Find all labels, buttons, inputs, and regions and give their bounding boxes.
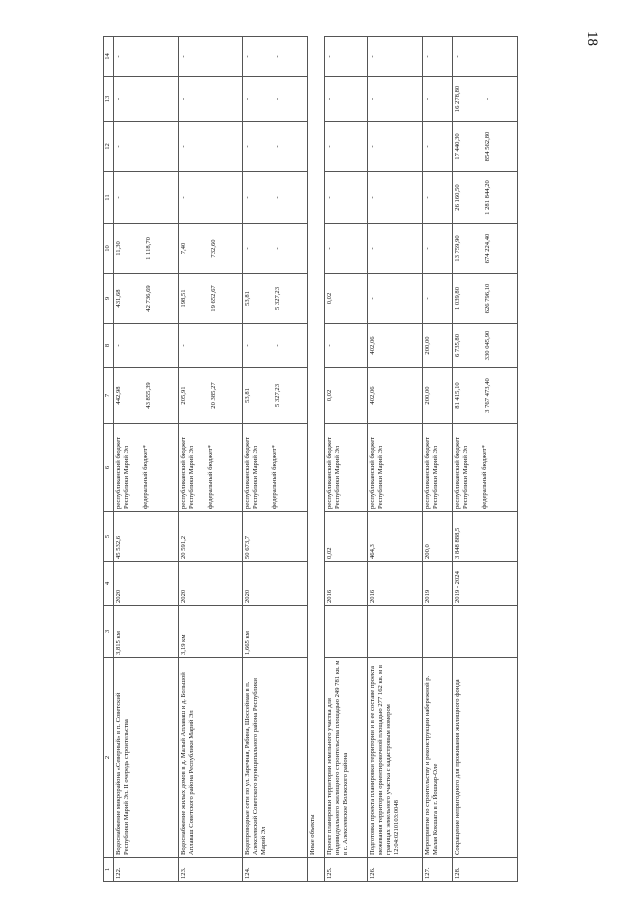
amount-c11 [453,172,518,224]
amount-value: - [274,344,282,347]
amount-value: - [368,247,376,250]
amount-value: - [368,196,376,199]
amount-value: 205,91 [179,386,187,405]
amount-value: - [424,145,432,148]
object-name: Сокращение непригодного для проживания жилищного фонда [453,658,518,858]
row-number: 127. [423,858,453,882]
amount-c14 [325,37,368,77]
amount-value: - [368,55,376,58]
column-number-1: 1 [104,858,114,882]
amount-c8 [423,324,453,368]
funding-source-1: республиканский бюджет Республики Марий Эл [179,436,195,509]
table-row [423,37,453,882]
amount-value: - [244,97,252,101]
amount-value: 6 735,80 [454,333,462,358]
amount-value: - [244,55,252,58]
capacity: 3,19 км [178,606,243,658]
amount-c14 [178,37,243,77]
funding-sources [178,424,243,512]
objects-table [103,36,518,882]
column-number-row [104,37,114,882]
amount-c11 [325,172,368,224]
amount-value: 1 118,70 [145,237,153,260]
amount-value: - [179,196,187,199]
object-name: Водоснабжение жилых домов в д. Малый Аплаваш и д. Большой Аплаваш Советского района Республики Марий Эл [178,658,243,858]
capacity [423,606,453,658]
row-number: 128. [453,858,518,882]
amount-c13 [423,77,453,122]
amount-c14 [114,37,179,77]
column-number-14: 14 [104,37,114,77]
amount-c14 [453,37,518,77]
amount-value: - [368,97,376,101]
amount-c13 [114,77,179,122]
amount-c8 [367,324,422,368]
capacity [367,606,422,658]
amount-value: 200,00 [424,336,432,355]
amount-c8 [178,324,243,368]
funding-source-1: республиканский бюджет Республики Марий Эл [368,436,385,509]
amount-value: 81 415,10 [454,382,462,409]
amount-value: - [326,97,334,101]
amount-c9 [243,274,308,324]
amount-c7 [114,368,179,424]
years: 2016 [367,562,422,606]
amount-c14 [243,37,308,77]
column-number-6: 6 [104,424,114,512]
amount-c13 [178,77,243,122]
row-number: 126. [367,858,422,882]
amount-c12 [114,122,179,172]
amount-value: - [274,247,282,250]
amount-value: 5 327,23 [274,286,282,311]
amount-c8 [243,324,308,368]
funding-source-2: федеральный бюджет* [271,445,279,509]
funding-source-1: республиканский бюджет Республики Марий Эл [326,436,342,509]
empty-cell [307,858,324,882]
column-number-4: 4 [104,562,114,606]
amount-value: 17 440,30 [454,133,462,160]
amount-value: 402,06 [368,336,376,355]
amount-c7 [453,368,518,424]
amount-value: 16 278,80 [454,85,462,113]
amount-c9 [325,274,368,324]
funding-source-1: республиканский бюджет Республики Марий Эл [424,436,440,509]
amount-value: 26 160,50 [454,184,462,211]
years: 2020 [114,562,179,606]
amount-value: - [424,196,432,199]
amount-value: - [274,145,282,148]
column-number-5: 5 [104,512,114,562]
amount-value: - [424,97,432,101]
amount-value: 42 736,69 [145,285,153,312]
amount-value: 43 855,39 [145,382,153,409]
amount-value: - [274,196,282,199]
column-number-12: 12 [104,122,114,172]
amount-value: - [326,247,334,250]
table-row [243,37,308,882]
funding-source-2: федеральный бюджет* [481,445,489,509]
column-number-9: 9 [104,274,114,324]
amount-c13 [243,77,308,122]
amount-value: 19 652,67 [209,285,217,312]
amount-value: 11,30 [115,241,122,256]
amount-value: - [326,55,334,58]
amount-value: - [484,97,492,101]
amount-c11 [367,172,422,224]
amount-c9 [423,274,453,324]
funding-sources [114,424,179,512]
amount-value: - [115,344,122,347]
column-number-7: 7 [104,368,114,424]
funding-source-1: республиканский бюджет Республики Марий Эл [244,436,260,509]
amount-value: - [424,55,432,58]
years: 2020 [178,562,243,606]
estimated-cost: 50 673,7 [243,512,308,562]
years: 2020 [243,562,308,606]
table-row [453,37,518,882]
amount-c12 [453,122,518,172]
capacity [453,606,518,658]
amount-value: 1 281 844,20 [484,180,492,215]
amount-value: - [424,297,432,300]
amount-c10 [367,224,422,274]
amount-value: 626 796,10 [484,283,492,314]
amount-value: - [326,196,334,199]
amount-value: 854 562,80 [484,131,492,162]
amount-c10 [325,224,368,274]
row-number: 124. [243,858,308,882]
amount-value: 198,51 [179,289,187,308]
years: 2019 - 2024 [453,562,518,606]
column-number-8: 8 [104,324,114,368]
amount-value: 200,00 [424,386,432,405]
object-name: Водопроводные сети по ул. Заречная, Рябина, Шоссейная в п. Алексеевский Советского муниципального района Республики Марий Эл [243,658,308,858]
amount-value: - [326,344,334,347]
amount-value: 1 039,80 [454,286,462,311]
funding-source-2: федеральный бюджет* [142,445,150,509]
amount-c10 [453,224,518,274]
row-number: 123. [178,858,243,882]
row-number: 122. [114,858,179,882]
amount-value: - [179,145,187,148]
amount-c11 [178,172,243,224]
estimated-cost: 3 848 888,5 [453,512,518,562]
section-title: Иные объекты [307,37,324,858]
amount-value: - [368,297,376,300]
funding-source-1: республиканский бюджет Республики Марий Эл [115,436,131,509]
rotated-table-container [103,37,518,882]
table-row [114,37,179,882]
amount-value: - [368,145,376,148]
estimated-cost: 45 532,6 [114,512,179,562]
amount-c10 [243,224,308,274]
amount-c13 [453,77,518,122]
amount-c9 [178,274,243,324]
amount-c10 [114,224,179,274]
amount-value: - [179,55,187,58]
amount-value: 7,40 [179,242,187,255]
amount-value: 53,81 [244,388,252,403]
capacity [325,606,368,658]
amount-value: - [274,55,282,58]
table-row [178,37,243,882]
amount-value: - [454,55,462,58]
funding-sources [367,424,422,512]
amount-c7 [243,368,308,424]
amount-value: 5 327,23 [274,383,282,408]
amount-value: - [424,247,432,250]
amount-value: - [244,196,252,199]
amount-value: 13 759,90 [454,235,462,262]
funding-sources [423,424,453,512]
amount-value: 732,60 [209,239,217,258]
amount-value: 330 045,90 [484,330,492,361]
funding-sources [243,424,308,512]
funding-source-1: республиканский бюджет Республики Марий Эл [454,436,470,509]
amount-c8 [453,324,518,368]
estimated-cost: 0,02 [325,512,368,562]
amount-c11 [423,172,453,224]
years: 2019 [423,562,453,606]
amount-value: - [326,145,334,148]
amount-c13 [325,77,368,122]
amount-c14 [423,37,453,77]
amount-value: - [244,247,252,250]
amount-c13 [367,77,422,122]
column-number-10: 10 [104,224,114,274]
amount-c12 [367,122,422,172]
estimated-cost: 20 591,2 [178,512,243,562]
amount-c9 [114,274,179,324]
estimated-cost: 200,0 [423,512,453,562]
table-row [325,37,368,882]
funding-sources [325,424,368,512]
amount-c7 [325,368,368,424]
amount-c12 [178,122,243,172]
amount-value: - [244,145,252,148]
amount-c11 [243,172,308,224]
amount-c8 [114,324,179,368]
amount-c10 [178,224,243,274]
amount-value: 0,02 [326,292,334,305]
amount-c8 [325,324,368,368]
amount-value: - [244,344,252,347]
amount-value: 20 385,27 [209,382,217,409]
column-number-11: 11 [104,172,114,224]
amount-value: 674 224,40 [484,233,492,264]
amount-value: - [115,196,122,199]
page-number: 18 [584,31,600,46]
amount-c11 [114,172,179,224]
amount-c10 [423,224,453,274]
funding-sources [453,424,518,512]
amount-c7 [367,368,422,424]
row-number: 125. [325,858,368,882]
estimated-cost: 464,3 [367,512,422,562]
amount-value: 431,68 [115,289,122,308]
amount-value: 402,06 [368,386,376,405]
object-name: Проект планировки территории земельного участка для индивидуального жилищного строительства площадью 249 781 кв. м в с. Алексеевское Волжского района [325,658,368,858]
amount-value: - [179,344,187,347]
years: 2016 [325,562,368,606]
object-name: Водоснабжение микрорайона «Северный» в п. Советский Республики Марий Эл. II очередь строительства [114,658,179,858]
amount-value: - [274,97,282,101]
amount-value: 442,98 [115,386,122,405]
amount-value: - [115,55,122,58]
section-row [307,37,324,882]
amount-c7 [178,368,243,424]
column-number-2: 2 [104,658,114,858]
amount-c7 [423,368,453,424]
amount-c14 [367,37,422,77]
funding-source-2: федеральный бюджет* [206,445,214,509]
amount-c12 [423,122,453,172]
column-number-3: 3 [104,606,114,658]
amount-c9 [453,274,518,324]
amount-value: - [179,97,187,101]
amount-value: 3 767 473,40 [484,378,492,413]
amount-value: - [115,97,122,101]
capacity: 1,665 км [243,606,308,658]
amount-c9 [367,274,422,324]
amount-c12 [325,122,368,172]
table-row [367,37,422,882]
object-name: Подготовка проекта планировки территории и в ее составе проекта межевания территории ориентировочной площадью 277 162 кв. м в границах земельного участка с кадастровым номером 12:04:0210103:0048 [367,658,422,858]
amount-c12 [243,122,308,172]
object-name: Мероприятие по строительству и реконструкции набережной р. Малая Кокшага в г. Йошкар-Оле [423,658,453,858]
capacity: 3,815 км [114,606,179,658]
amount-value: 53,81 [244,291,252,306]
amount-value: 0,02 [326,389,334,402]
amount-value: - [115,145,122,148]
column-number-13: 13 [104,77,114,122]
table-body [114,37,518,882]
